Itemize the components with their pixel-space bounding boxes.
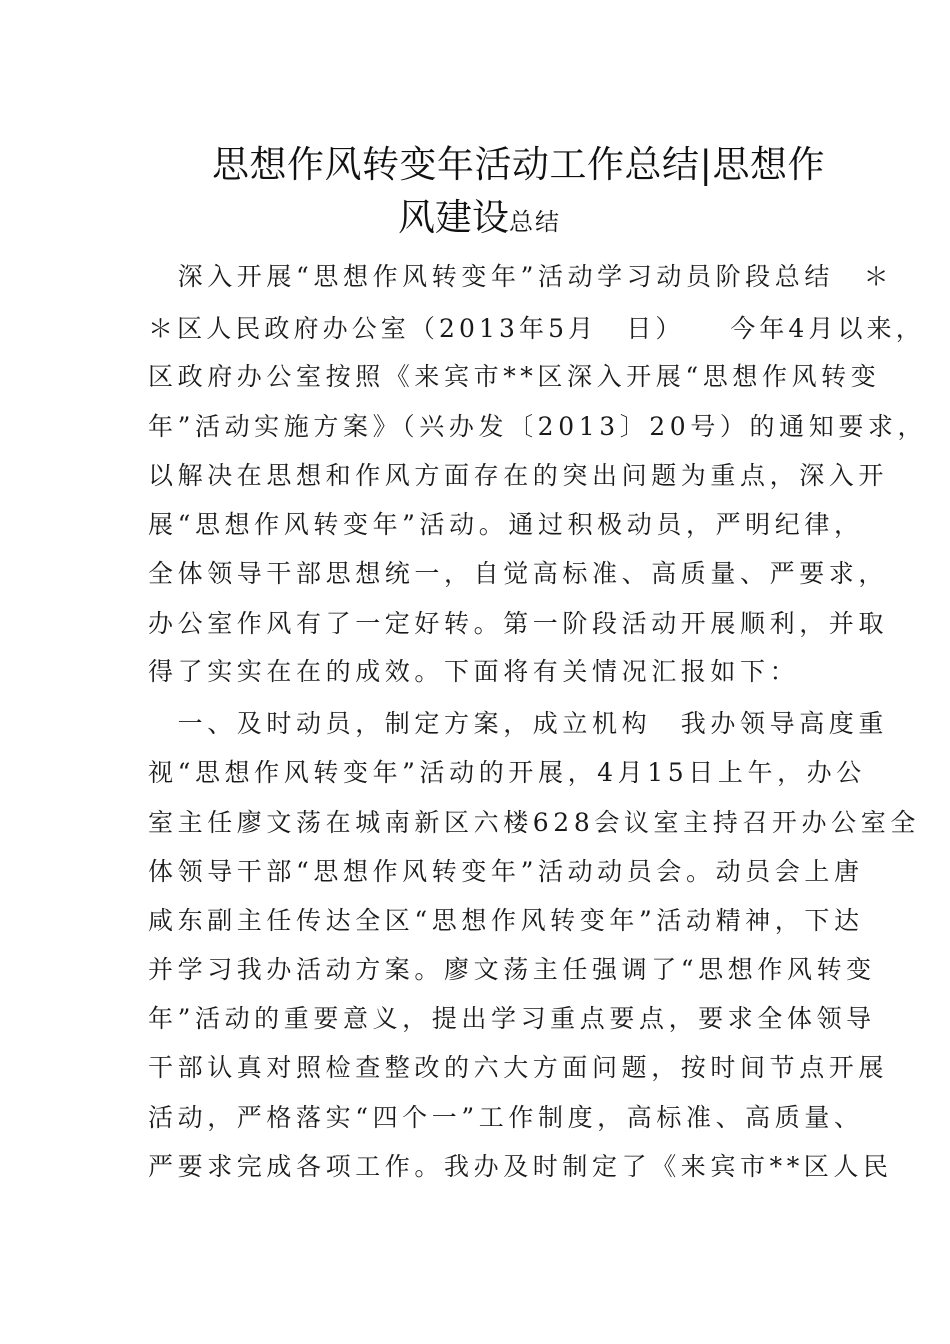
body-line: 咸东副主任传达全区“思想作风转变年”活动精神，下达 bbox=[148, 906, 864, 935]
body-line: 年”活动实施方案》（兴办发〔2013〕20号）的通知要求， bbox=[148, 412, 928, 441]
body-line: 以解决在思想和作风方面存在的突出问题为重点，深入开 bbox=[148, 461, 889, 490]
body-line: 室主任廖文荡在城南新区六楼628会议室主持召开办公室全 bbox=[148, 808, 920, 837]
body-line: 干部认真对照检查整改的六大方面问题，按时间节点开展 bbox=[148, 1053, 889, 1082]
title-text-1: 思想作风转变年活动工作总结|思想作 bbox=[212, 143, 825, 186]
document-title-line-1 bbox=[212, 134, 825, 188]
document-title-line-2 bbox=[398, 187, 561, 241]
body-line: 全体领导干部思想统一，自觉高标准、高质量、严要求， bbox=[148, 559, 889, 588]
body-line: 区政府办公室按照《来宾市**区深入开展“思想作风转变 bbox=[148, 362, 881, 391]
body-line: 体领导干部“思想作风转变年”活动动员会。动员会上唐 bbox=[148, 857, 864, 886]
title-text-2-small: 总结 bbox=[509, 208, 561, 236]
body-line: ＊区人民政府办公室（2013年5月 日） 今年4月以来， bbox=[148, 314, 925, 343]
body-line: 一、及时动员，制定方案，成立机构 我办领导高度重 bbox=[148, 709, 889, 738]
body-line: 活动，严格落实“四个一”工作制度，高标准、高质量、 bbox=[148, 1103, 864, 1132]
body-line: 并学习我办活动方案。廖文荡主任强调了“思想作风转变 bbox=[148, 955, 876, 984]
body-line: 得了实实在在的成效。下面将有关情况汇报如下： bbox=[148, 657, 800, 686]
body-line: 深入开展“思想作风转变年”活动学习动员阶段总结 ＊ bbox=[148, 262, 894, 291]
body-line: 办公室作风有了一定好转。第一阶段活动开展顺利，并取 bbox=[148, 609, 889, 638]
body-line: 视“思想作风转变年”活动的开展，4月15日上午，办公 bbox=[148, 758, 866, 787]
body-line: 严要求完成各项工作。我办及时制定了《来宾市**区人民 bbox=[148, 1152, 893, 1181]
body-line: 展“思想作风转变年”活动。通过积极动员，严明纪律， bbox=[148, 510, 864, 539]
body-line: 年”活动的重要意义，提出学习重点要点，要求全体领导 bbox=[148, 1004, 876, 1033]
title-text-2-main: 风建设 bbox=[398, 196, 509, 239]
